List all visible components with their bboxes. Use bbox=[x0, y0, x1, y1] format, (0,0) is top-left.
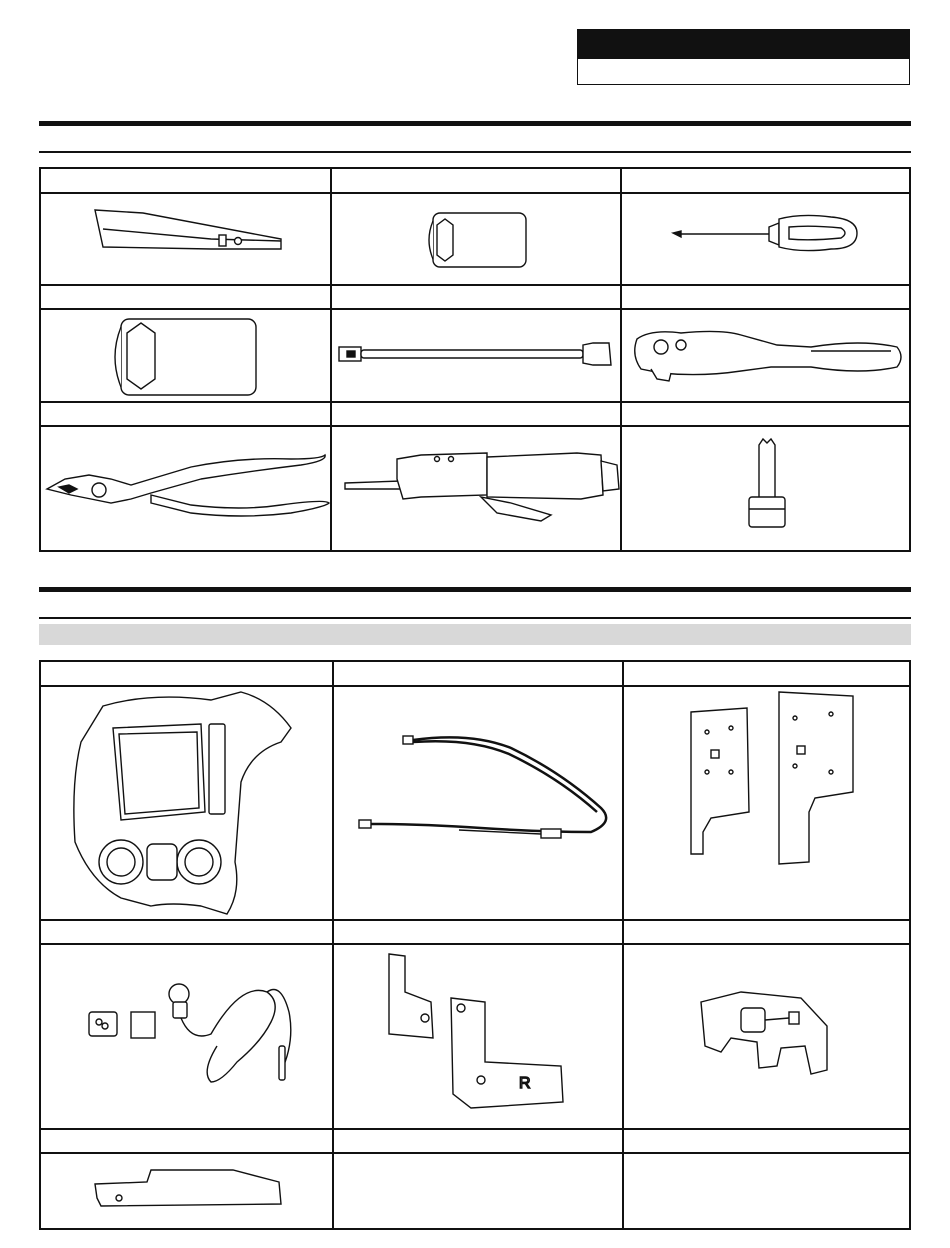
parts-subheading-band bbox=[39, 624, 911, 645]
header-tag-subtitle bbox=[578, 59, 909, 84]
panel-removal-tool-icon bbox=[95, 210, 281, 249]
air-saw-icon bbox=[345, 453, 619, 521]
wiring-harness-icon bbox=[359, 736, 606, 838]
short-socket-icon bbox=[429, 213, 526, 267]
radio-brackets-icon bbox=[691, 692, 853, 864]
header-tag-box bbox=[577, 29, 910, 85]
mount-clip-icon bbox=[701, 992, 827, 1074]
deep-socket-icon bbox=[115, 319, 256, 395]
parts-subheading bbox=[39, 628, 45, 640]
parts-section-rule-top bbox=[39, 587, 911, 592]
header-tag-title bbox=[578, 30, 909, 59]
tools-section-rule-bottom bbox=[39, 151, 911, 153]
pliers-icon bbox=[47, 455, 329, 516]
torx-bit-socket-icon bbox=[749, 439, 785, 527]
dash-bezel-icon bbox=[74, 692, 291, 914]
parts-section-rule-bottom bbox=[39, 617, 911, 619]
tools-grid-drawing bbox=[41, 169, 909, 550]
ratchet-icon bbox=[635, 331, 901, 381]
parts-grid-drawing bbox=[41, 662, 909, 1228]
svg-text:R: R bbox=[519, 1075, 531, 1092]
tools-section-rule-top bbox=[39, 121, 911, 126]
l-brackets-icon bbox=[389, 954, 563, 1108]
screwdriver-icon bbox=[673, 215, 857, 250]
support-plate-icon bbox=[95, 1170, 281, 1206]
tools-grid bbox=[39, 167, 911, 552]
microphone-kit-icon bbox=[89, 984, 291, 1082]
socket-extension-icon bbox=[339, 343, 611, 365]
parts-grid bbox=[39, 660, 911, 1230]
